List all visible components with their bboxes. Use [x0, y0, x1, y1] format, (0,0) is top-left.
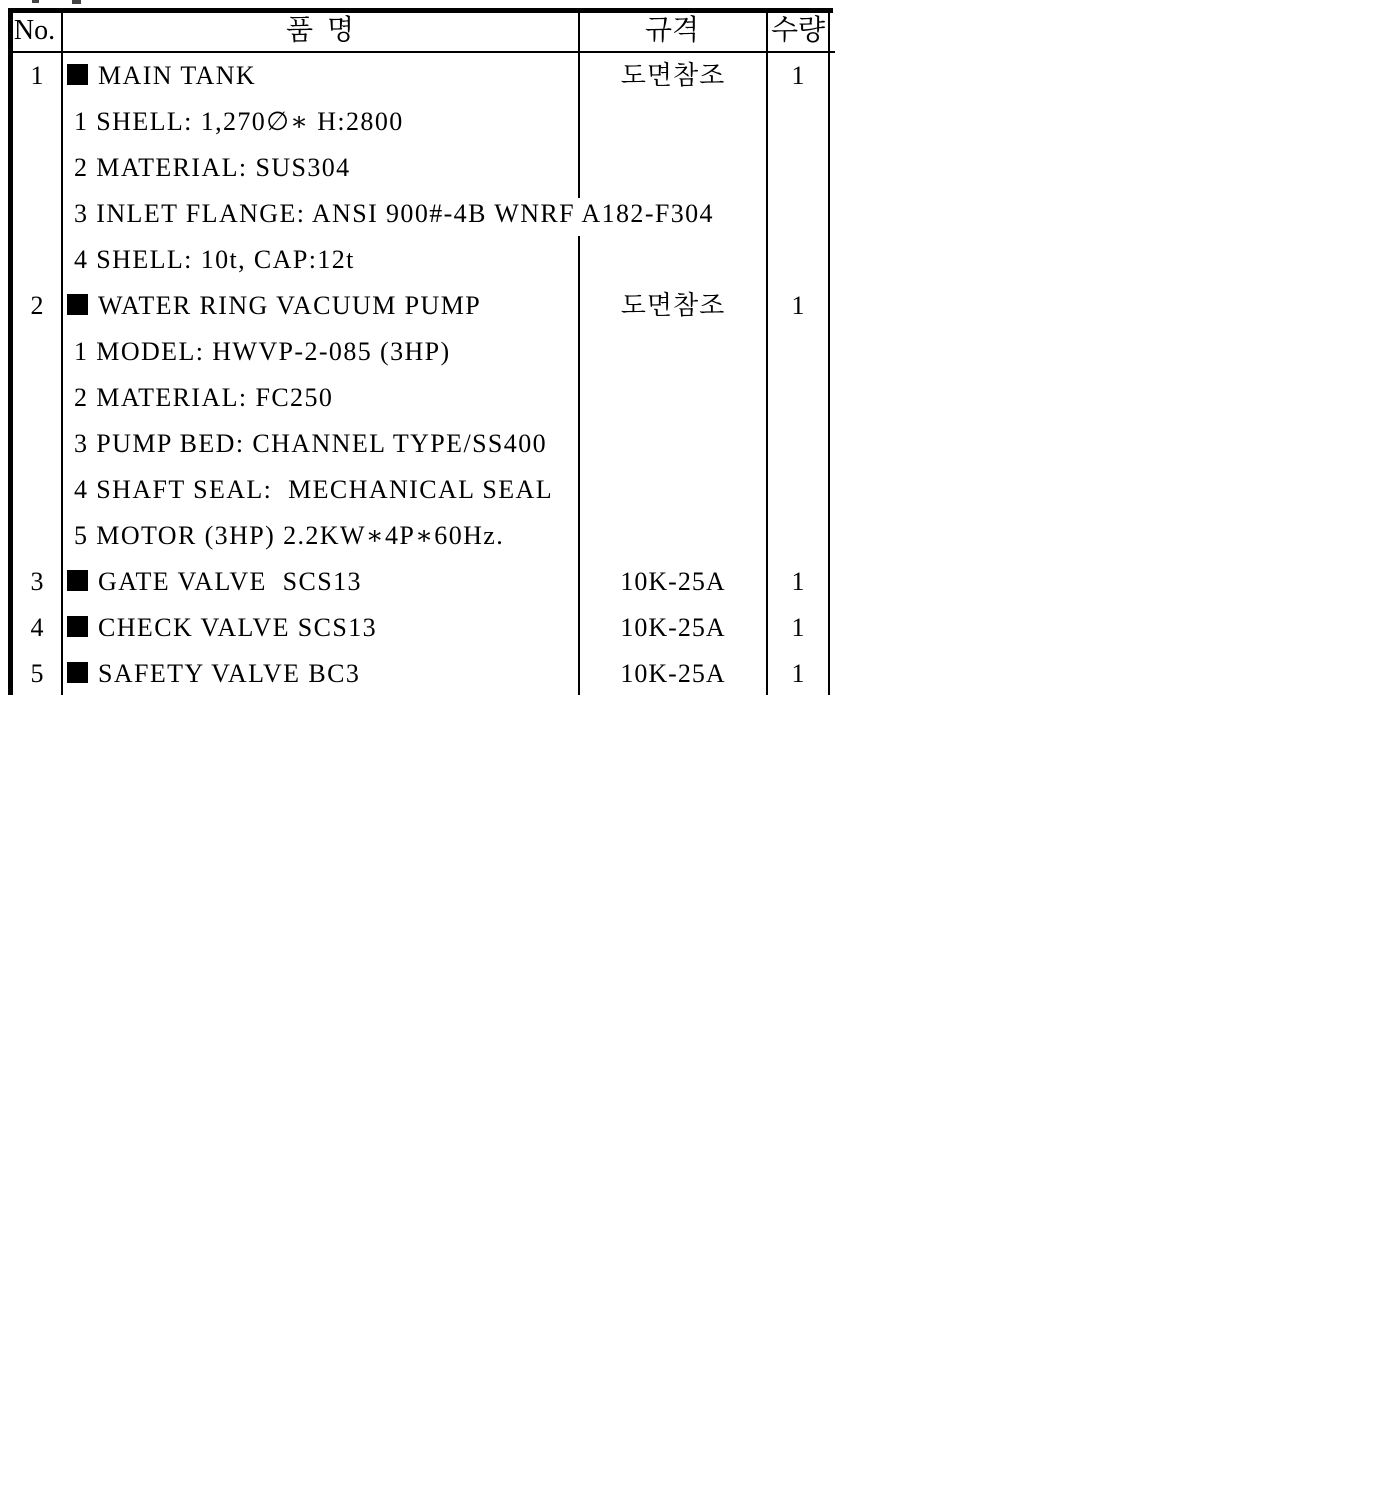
spec-cell: 10K-25A	[620, 613, 726, 642]
table-row	[0, 605, 840, 651]
header-spec: 규격	[644, 15, 700, 46]
table-row	[0, 329, 840, 375]
item-name-text: 1 MODEL: HWVP-2-085 (3HP)	[74, 337, 451, 366]
item-name-cell	[74, 513, 504, 559]
item-name-cell	[74, 467, 553, 513]
item-name-text: 1 SHELL: 1,270∅∗ H:2800	[74, 107, 404, 136]
item-name-text: 4 SHELL: 10t, CAP:12t	[74, 245, 355, 274]
item-name-text: 4 SHAFT SEAL: MECHANICAL SEAL	[74, 475, 553, 504]
header-no: No.	[13, 15, 56, 46]
item-name-text: 3 PUMP BED: CHANNEL TYPE/SS400	[74, 429, 547, 458]
item-name-text: 2 MATERIAL: SUS304	[74, 153, 351, 182]
item-name-text: GATE VALVE SCS13	[98, 567, 362, 596]
item-name-cell	[67, 559, 362, 605]
table-row	[0, 651, 840, 697]
item-name-cell	[74, 145, 351, 191]
qty-cell: 1	[791, 613, 805, 642]
item-name-cell	[74, 237, 355, 283]
item-name-text: CHECK VALVE SCS13	[98, 613, 378, 642]
item-name-cell	[74, 191, 714, 237]
row-number-cell: 3	[30, 567, 44, 596]
header-qty: 수량	[770, 15, 826, 46]
table-row	[0, 467, 840, 513]
cropped-text-fragment	[32, 0, 39, 3]
filled-square-icon	[67, 616, 88, 637]
item-name-text: SAFETY VALVE BC3	[98, 659, 361, 688]
table-row	[0, 513, 840, 559]
item-name-cell	[74, 421, 547, 467]
row-number-cell: 1	[30, 61, 44, 90]
qty-cell: 1	[791, 61, 805, 90]
item-name-text: 3 INLET FLANGE: ANSI 900#-4B WNRF A182-F304	[74, 199, 714, 228]
table-row	[0, 53, 840, 99]
table-row	[0, 191, 840, 237]
item-name-cell	[67, 605, 377, 651]
filled-square-icon	[67, 662, 88, 683]
item-name-cell	[67, 53, 256, 99]
filled-square-icon	[67, 64, 88, 85]
qty-cell: 1	[791, 567, 805, 596]
filled-square-icon	[67, 570, 88, 591]
item-name-text: 5 MOTOR (3HP) 2.2KW∗4P∗60Hz.	[74, 521, 505, 550]
header-name: 품 명	[285, 15, 355, 46]
item-name-cell	[67, 283, 481, 329]
filled-square-icon	[67, 294, 88, 315]
qty-cell: 1	[791, 291, 805, 320]
item-name-cell	[74, 99, 404, 145]
item-name-cell	[67, 651, 360, 697]
cropped-text-fragment	[72, 0, 81, 4]
table-row	[0, 237, 840, 283]
item-name-cell	[74, 375, 333, 421]
item-name-text: 2 MATERIAL: FC250	[74, 383, 334, 412]
row-number-cell: 2	[30, 291, 44, 320]
item-name-cell	[74, 329, 451, 375]
table-row	[0, 283, 840, 329]
spec-cell: 도면참조	[620, 61, 726, 90]
row-number-cell: 5	[30, 659, 44, 688]
spec-cell: 10K-25A	[620, 567, 726, 596]
spec-cell: 도면참조	[620, 291, 726, 320]
spec-cell: 10K-25A	[620, 659, 726, 688]
item-name-text: WATER RING VACUUM PUMP	[98, 291, 482, 320]
item-name-text: MAIN TANK	[98, 61, 257, 90]
table-row	[0, 375, 840, 421]
row-number-cell: 4	[30, 613, 44, 642]
qty-cell: 1	[791, 659, 805, 688]
table-row	[0, 421, 840, 467]
table-row	[0, 99, 840, 145]
table-row	[0, 559, 840, 605]
table-row	[0, 145, 840, 191]
